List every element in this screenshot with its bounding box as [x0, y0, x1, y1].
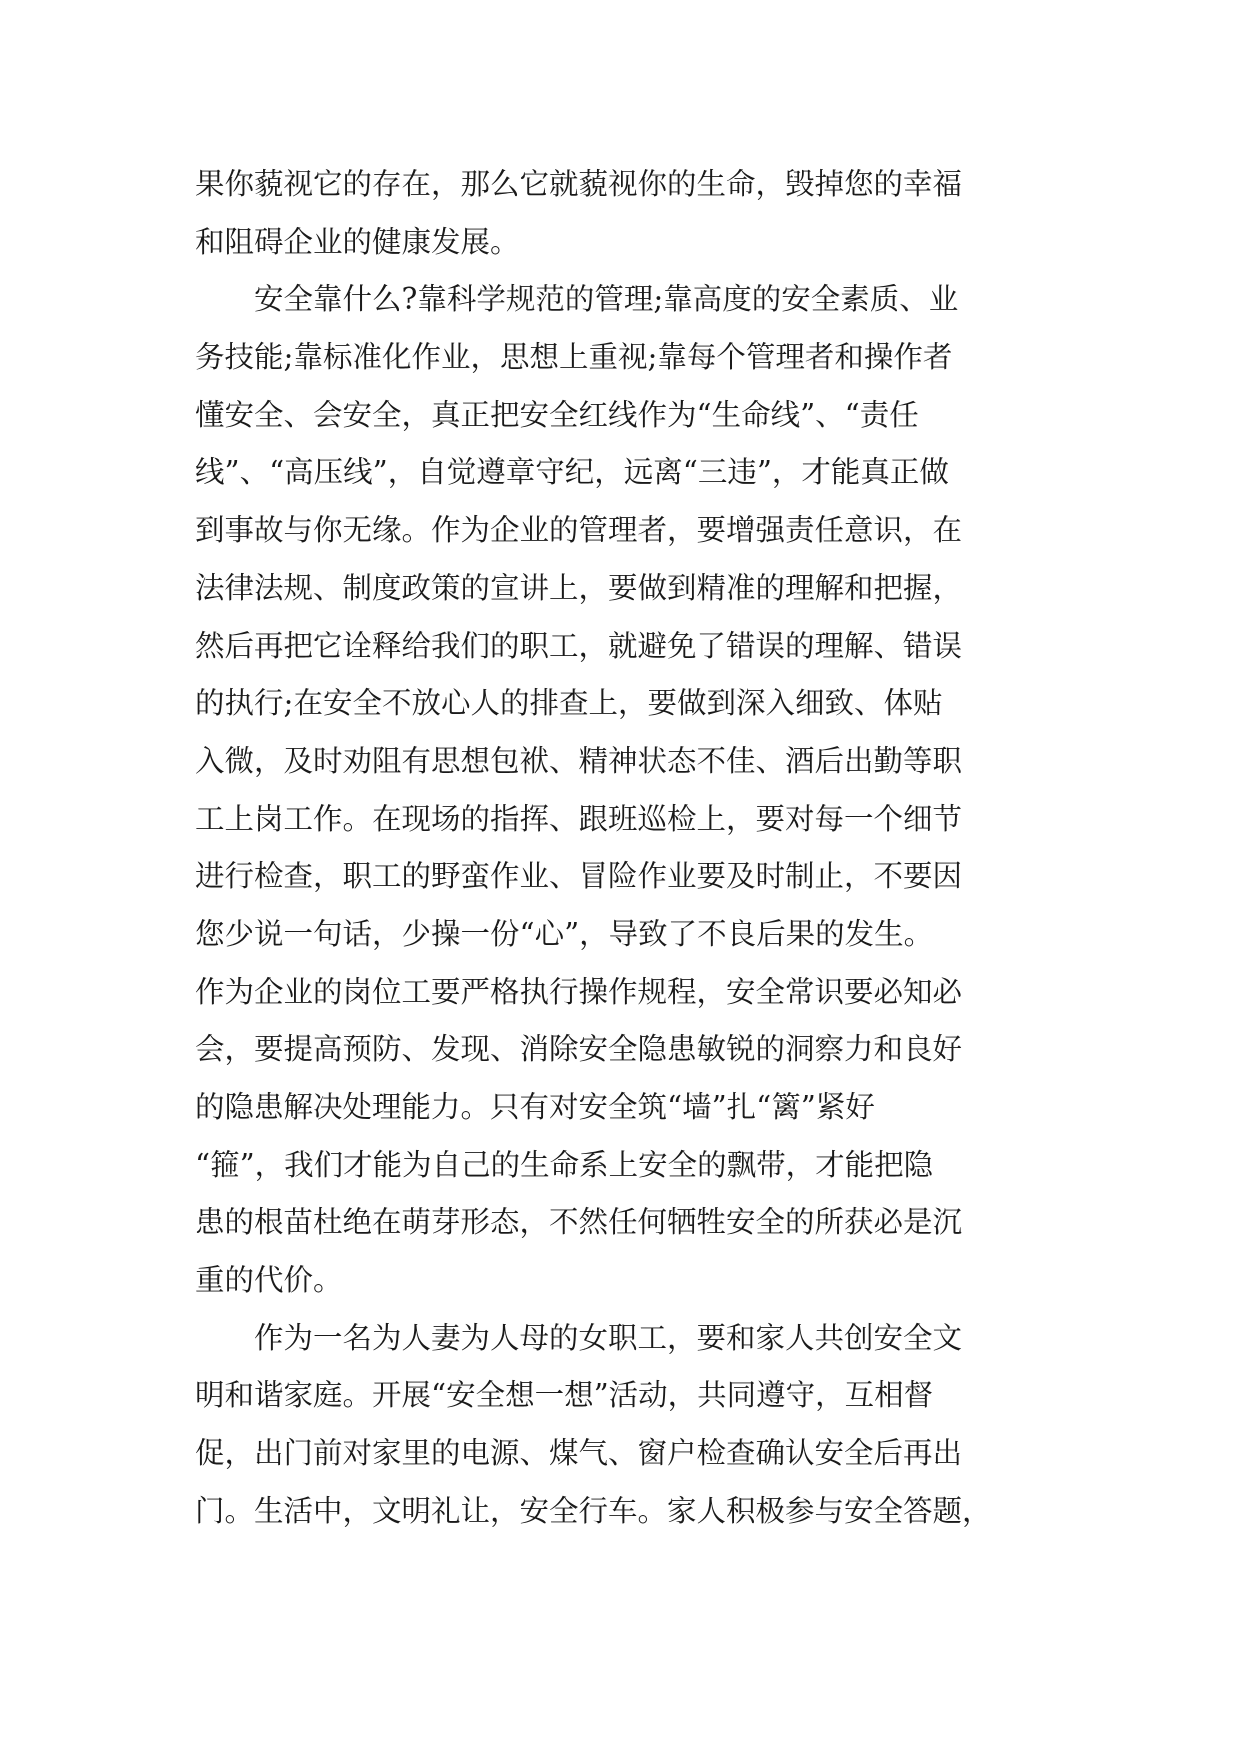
text-line: 患的根苗杜绝在萌芽形态，不然任何牺牲安全的所获必是沉 [195, 1205, 963, 1240]
text-line: 果你藐视它的存在，那么它就藐视你的生命，毁掉您的幸福 [195, 167, 963, 201]
text-line: 懂安全、会安全，真正把安全红线作为“生命线”、“责任 [195, 397, 919, 432]
text-line: 和阻碍企业的健康发展。 [195, 224, 520, 259]
text-line: 作为一名为人妻为人母的女职工，要和家人共创安全文 [195, 1320, 963, 1355]
text-line: 作为企业的岗位工要严格执行操作规程，安全常识要必知必 [195, 974, 963, 1009]
text-line: 会，要提高预防、发现、消除安全隐患敏锐的洞察力和良好 [195, 1032, 963, 1067]
text-line: 入微，及时劝阻有思想包袱、精神状态不佳、酒后出勤等职 [195, 743, 963, 778]
document-body [195, 156, 1075, 1541]
text-line: 促，出门前对家里的电源、煤气、窗户检查确认安全后再出 [195, 1436, 963, 1471]
text-line: 安全靠什么?靠科学规范的管理;靠高度的安全素质、业 [195, 282, 959, 317]
text-line: 的隐患解决处理能力。只有对安全筑“墙”扎“篱”紧好 [195, 1090, 875, 1124]
text-line: 进行检查，职工的野蛮作业、冒险作业要及时制止，不要因 [195, 859, 963, 894]
text-line: 线”、“高压线”，自觉遵章守纪，远离“三违”，才能真正做 [195, 455, 949, 490]
text-line: 务技能;靠标准化作业，思想上重视;靠每个管理者和操作者 [195, 340, 953, 375]
paragraph-2 [195, 271, 1075, 1309]
text-line: “箍”，我们才能为自己的生命系上安全的飘带，才能把隐 [195, 1147, 934, 1182]
text-line: 到事故与你无缘。作为企业的管理者，要增强责任意识，在 [195, 513, 963, 548]
text-line: 的执行;在安全不放心人的排查上，要做到深入细致、体贴 [195, 686, 943, 721]
text-line: 然后再把它诠释给我们的职工，就避免了错误的理解、错误 [195, 628, 963, 663]
text-line: 明和谐家庭。开展“安全想一想”活动，共同遵守，互相督 [195, 1378, 934, 1413]
text-line: 工上岗工作。在现场的指挥、跟班巡检上，要对每一个细节 [195, 801, 963, 836]
text-line: 重的代价。 [195, 1263, 343, 1298]
text-line: 您少说一句话，少操一份“心”，导致了不良后果的发生。 [195, 916, 934, 951]
text-line: 门。生活中，文明礼让，安全行车。家人积极参与安全答题， [195, 1493, 992, 1528]
paragraph-1 [195, 156, 1075, 271]
text-line: 法律法规、制度政策的宣讲上，要做到精准的理解和把握， [195, 570, 963, 605]
paragraph-3 [195, 1310, 1075, 1541]
